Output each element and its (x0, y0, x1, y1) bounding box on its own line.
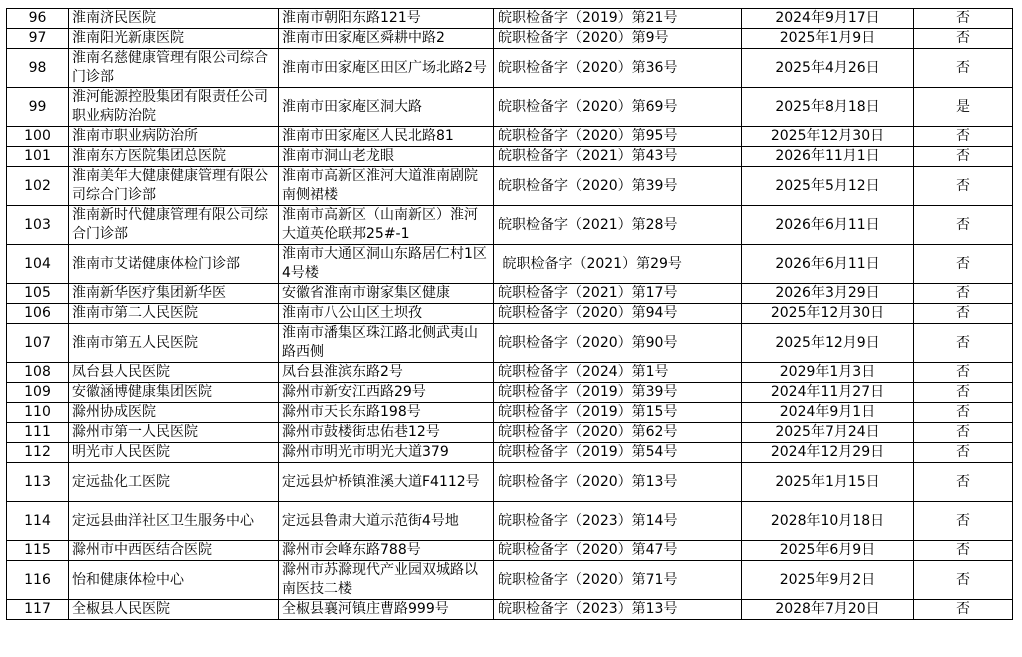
institution-address: 淮南市八公山区土坝孜 (279, 304, 494, 324)
institution-address: 滁州市新安江西路29号 (279, 383, 494, 403)
expiry-date: 2025年1月9日 (742, 29, 914, 49)
flag-value: 是 (914, 88, 1013, 127)
table-row (7, 403, 1013, 423)
institution-address: 定远县炉桥镇淮溪大道F4112号 (279, 463, 494, 502)
table-row (7, 206, 1013, 245)
record-number: 皖职检备字（2021）第29号 (494, 245, 742, 284)
institution-table (6, 8, 1013, 620)
row-number: 99 (7, 88, 69, 127)
row-number: 113 (7, 463, 69, 502)
institution-name: 淮南名慈健康管理有限公司综合门诊部 (69, 49, 279, 88)
table-row (7, 147, 1013, 167)
table-row (7, 423, 1013, 443)
flag-value: 否 (914, 324, 1013, 363)
institution-name: 淮南市第二人民医院 (69, 304, 279, 324)
institution-address: 滁州市苏滁现代产业园双城路以南医技二楼 (279, 561, 494, 600)
row-number: 105 (7, 284, 69, 304)
table-row (7, 304, 1013, 324)
expiry-date: 2028年10月18日 (742, 502, 914, 541)
table-row (7, 541, 1013, 561)
institution-name: 淮南新时代健康管理有限公司综合门诊部 (69, 206, 279, 245)
table-row (7, 383, 1013, 403)
flag-value: 否 (914, 383, 1013, 403)
record-number: 皖职检备字（2019）第54号 (494, 443, 742, 463)
table-row (7, 88, 1013, 127)
table-row (7, 363, 1013, 383)
expiry-date: 2024年9月17日 (742, 9, 914, 29)
record-number: 皖职检备字（2020）第39号 (494, 167, 742, 206)
expiry-date: 2025年1月15日 (742, 463, 914, 502)
expiry-date: 2026年3月29日 (742, 284, 914, 304)
institution-name: 淮南市第五人民医院 (69, 324, 279, 363)
flag-value: 否 (914, 541, 1013, 561)
table-row (7, 600, 1013, 620)
institution-address: 滁州市天长东路198号 (279, 403, 494, 423)
row-number: 100 (7, 127, 69, 147)
record-number: 皖职检备字（2019）第15号 (494, 403, 742, 423)
row-number: 117 (7, 600, 69, 620)
flag-value: 否 (914, 284, 1013, 304)
record-number: 皖职检备字（2021）第28号 (494, 206, 742, 245)
institution-name: 淮南美年大健康健康管理有限公司综合门诊部 (69, 167, 279, 206)
institution-name: 滁州市中西医结合医院 (69, 541, 279, 561)
flag-value: 否 (914, 600, 1013, 620)
expiry-date: 2025年7月24日 (742, 423, 914, 443)
table-row (7, 49, 1013, 88)
institution-name: 淮河能源控股集团有限责任公司职业病防治院 (69, 88, 279, 127)
record-number: 皖职检备字（2020）第90号 (494, 324, 742, 363)
expiry-date: 2025年12月30日 (742, 304, 914, 324)
expiry-date: 2024年12月29日 (742, 443, 914, 463)
flag-value: 否 (914, 423, 1013, 443)
expiry-date: 2025年12月30日 (742, 127, 914, 147)
record-number: 皖职检备字（2023）第13号 (494, 600, 742, 620)
expiry-date: 2025年9月2日 (742, 561, 914, 600)
institution-name: 凤台县人民医院 (69, 363, 279, 383)
row-number: 98 (7, 49, 69, 88)
record-number: 皖职检备字（2019）第39号 (494, 383, 742, 403)
institution-name: 滁州市第一人民医院 (69, 423, 279, 443)
flag-value: 否 (914, 463, 1013, 502)
institution-address: 淮南市潘集区珠江路北侧武夷山路西侧 (279, 324, 494, 363)
flag-value: 否 (914, 49, 1013, 88)
record-number: 皖职检备字（2021）第43号 (494, 147, 742, 167)
institution-name: 定远盐化工医院 (69, 463, 279, 502)
record-number: 皖职检备字（2020）第71号 (494, 561, 742, 600)
expiry-date: 2026年6月11日 (742, 245, 914, 284)
expiry-date: 2025年6月9日 (742, 541, 914, 561)
row-number: 103 (7, 206, 69, 245)
table-row (7, 29, 1013, 49)
record-number: 皖职检备字（2020）第47号 (494, 541, 742, 561)
expiry-date: 2025年8月18日 (742, 88, 914, 127)
record-number: 皖职检备字（2023）第14号 (494, 502, 742, 541)
row-number: 97 (7, 29, 69, 49)
table-row (7, 324, 1013, 363)
row-number: 101 (7, 147, 69, 167)
record-number: 皖职检备字（2020）第62号 (494, 423, 742, 443)
institution-address: 定远县鲁肃大道示范街4号地 (279, 502, 494, 541)
institution-address: 淮南市田家庵区田区广场北路2号 (279, 49, 494, 88)
record-number: 皖职检备字（2020）第69号 (494, 88, 742, 127)
institution-address: 淮南市朝阳东路121号 (279, 9, 494, 29)
institution-name: 淮南东方医院集团总医院 (69, 147, 279, 167)
table-row (7, 127, 1013, 147)
expiry-date: 2024年9月1日 (742, 403, 914, 423)
institution-address: 淮南市田家庵区洞大路 (279, 88, 494, 127)
row-number: 114 (7, 502, 69, 541)
record-number: 皖职检备字（2020）第13号 (494, 463, 742, 502)
row-number: 111 (7, 423, 69, 443)
record-number: 皖职检备字（2021）第17号 (494, 284, 742, 304)
expiry-date: 2025年12月9日 (742, 324, 914, 363)
institution-name: 滁州协成医院 (69, 403, 279, 423)
expiry-date: 2026年11月1日 (742, 147, 914, 167)
flag-value: 否 (914, 245, 1013, 284)
institution-name: 淮南市艾诺健康体检门诊部 (69, 245, 279, 284)
record-number: 皖职检备字（2020）第95号 (494, 127, 742, 147)
institution-address: 淮南市洞山老龙眼 (279, 147, 494, 167)
row-number: 108 (7, 363, 69, 383)
table-row (7, 463, 1013, 502)
row-number: 107 (7, 324, 69, 363)
flag-value: 否 (914, 363, 1013, 383)
institution-address: 滁州市明光市明光大道379 (279, 443, 494, 463)
flag-value: 否 (914, 127, 1013, 147)
institution-name: 全椒县人民医院 (69, 600, 279, 620)
flag-value: 否 (914, 304, 1013, 324)
institution-name: 明光市人民医院 (69, 443, 279, 463)
expiry-date: 2025年4月26日 (742, 49, 914, 88)
row-number: 115 (7, 541, 69, 561)
institution-address: 滁州市鼓楼街忠佑巷12号 (279, 423, 494, 443)
institution-address: 淮南市大通区洞山东路居仁村1区4号楼 (279, 245, 494, 284)
table-row (7, 502, 1013, 541)
flag-value: 否 (914, 29, 1013, 49)
flag-value: 否 (914, 502, 1013, 541)
institution-address: 淮南市高新区（山南新区）淮河大道英伦联邦25#-1 (279, 206, 494, 245)
institution-name: 定远县曲洋社区卫生服务中心 (69, 502, 279, 541)
institution-name: 淮南新华医疗集团新华医 (69, 284, 279, 304)
table-row (7, 9, 1013, 29)
expiry-date: 2028年7月20日 (742, 600, 914, 620)
row-number: 112 (7, 443, 69, 463)
institution-name: 淮南市职业病防治所 (69, 127, 279, 147)
flag-value: 否 (914, 147, 1013, 167)
institution-name: 淮南阳光新康医院 (69, 29, 279, 49)
institution-address: 滁州市会峰东路788号 (279, 541, 494, 561)
flag-value: 否 (914, 9, 1013, 29)
institution-name: 淮南济民医院 (69, 9, 279, 29)
institution-address: 淮南市高新区淮河大道淮南剧院南侧裙楼 (279, 167, 494, 206)
flag-value: 否 (914, 206, 1013, 245)
row-number: 96 (7, 9, 69, 29)
record-number: 皖职检备字（2020）第94号 (494, 304, 742, 324)
institution-name: 安徽涵博健康集团医院 (69, 383, 279, 403)
table-row (7, 167, 1013, 206)
table-row (7, 245, 1013, 284)
row-number: 106 (7, 304, 69, 324)
expiry-date: 2024年11月27日 (742, 383, 914, 403)
row-number: 109 (7, 383, 69, 403)
row-number: 116 (7, 561, 69, 600)
row-number: 110 (7, 403, 69, 423)
expiry-date: 2025年5月12日 (742, 167, 914, 206)
record-number: 皖职检备字（2024）第1号 (494, 363, 742, 383)
table-row (7, 443, 1013, 463)
expiry-date: 2029年1月3日 (742, 363, 914, 383)
table-row (7, 561, 1013, 600)
flag-value: 否 (914, 443, 1013, 463)
institution-address: 安徽省淮南市谢家集区健康 (279, 284, 494, 304)
expiry-date: 2026年6月11日 (742, 206, 914, 245)
record-number: 皖职检备字（2020）第9号 (494, 29, 742, 49)
row-number: 104 (7, 245, 69, 284)
institution-address: 凤台县淮滨东路2号 (279, 363, 494, 383)
record-number: 皖职检备字（2019）第21号 (494, 9, 742, 29)
flag-value: 否 (914, 403, 1013, 423)
record-number: 皖职检备字（2020）第36号 (494, 49, 742, 88)
row-number: 102 (7, 167, 69, 206)
institution-address: 淮南市田家庵区舜耕中路2 (279, 29, 494, 49)
flag-value: 否 (914, 167, 1013, 206)
institution-address: 淮南市田家庵区人民北路81 (279, 127, 494, 147)
flag-value: 否 (914, 561, 1013, 600)
institution-address: 全椒县襄河镇庄曹路999号 (279, 600, 494, 620)
table-row (7, 284, 1013, 304)
institution-name: 怡和健康体检中心 (69, 561, 279, 600)
